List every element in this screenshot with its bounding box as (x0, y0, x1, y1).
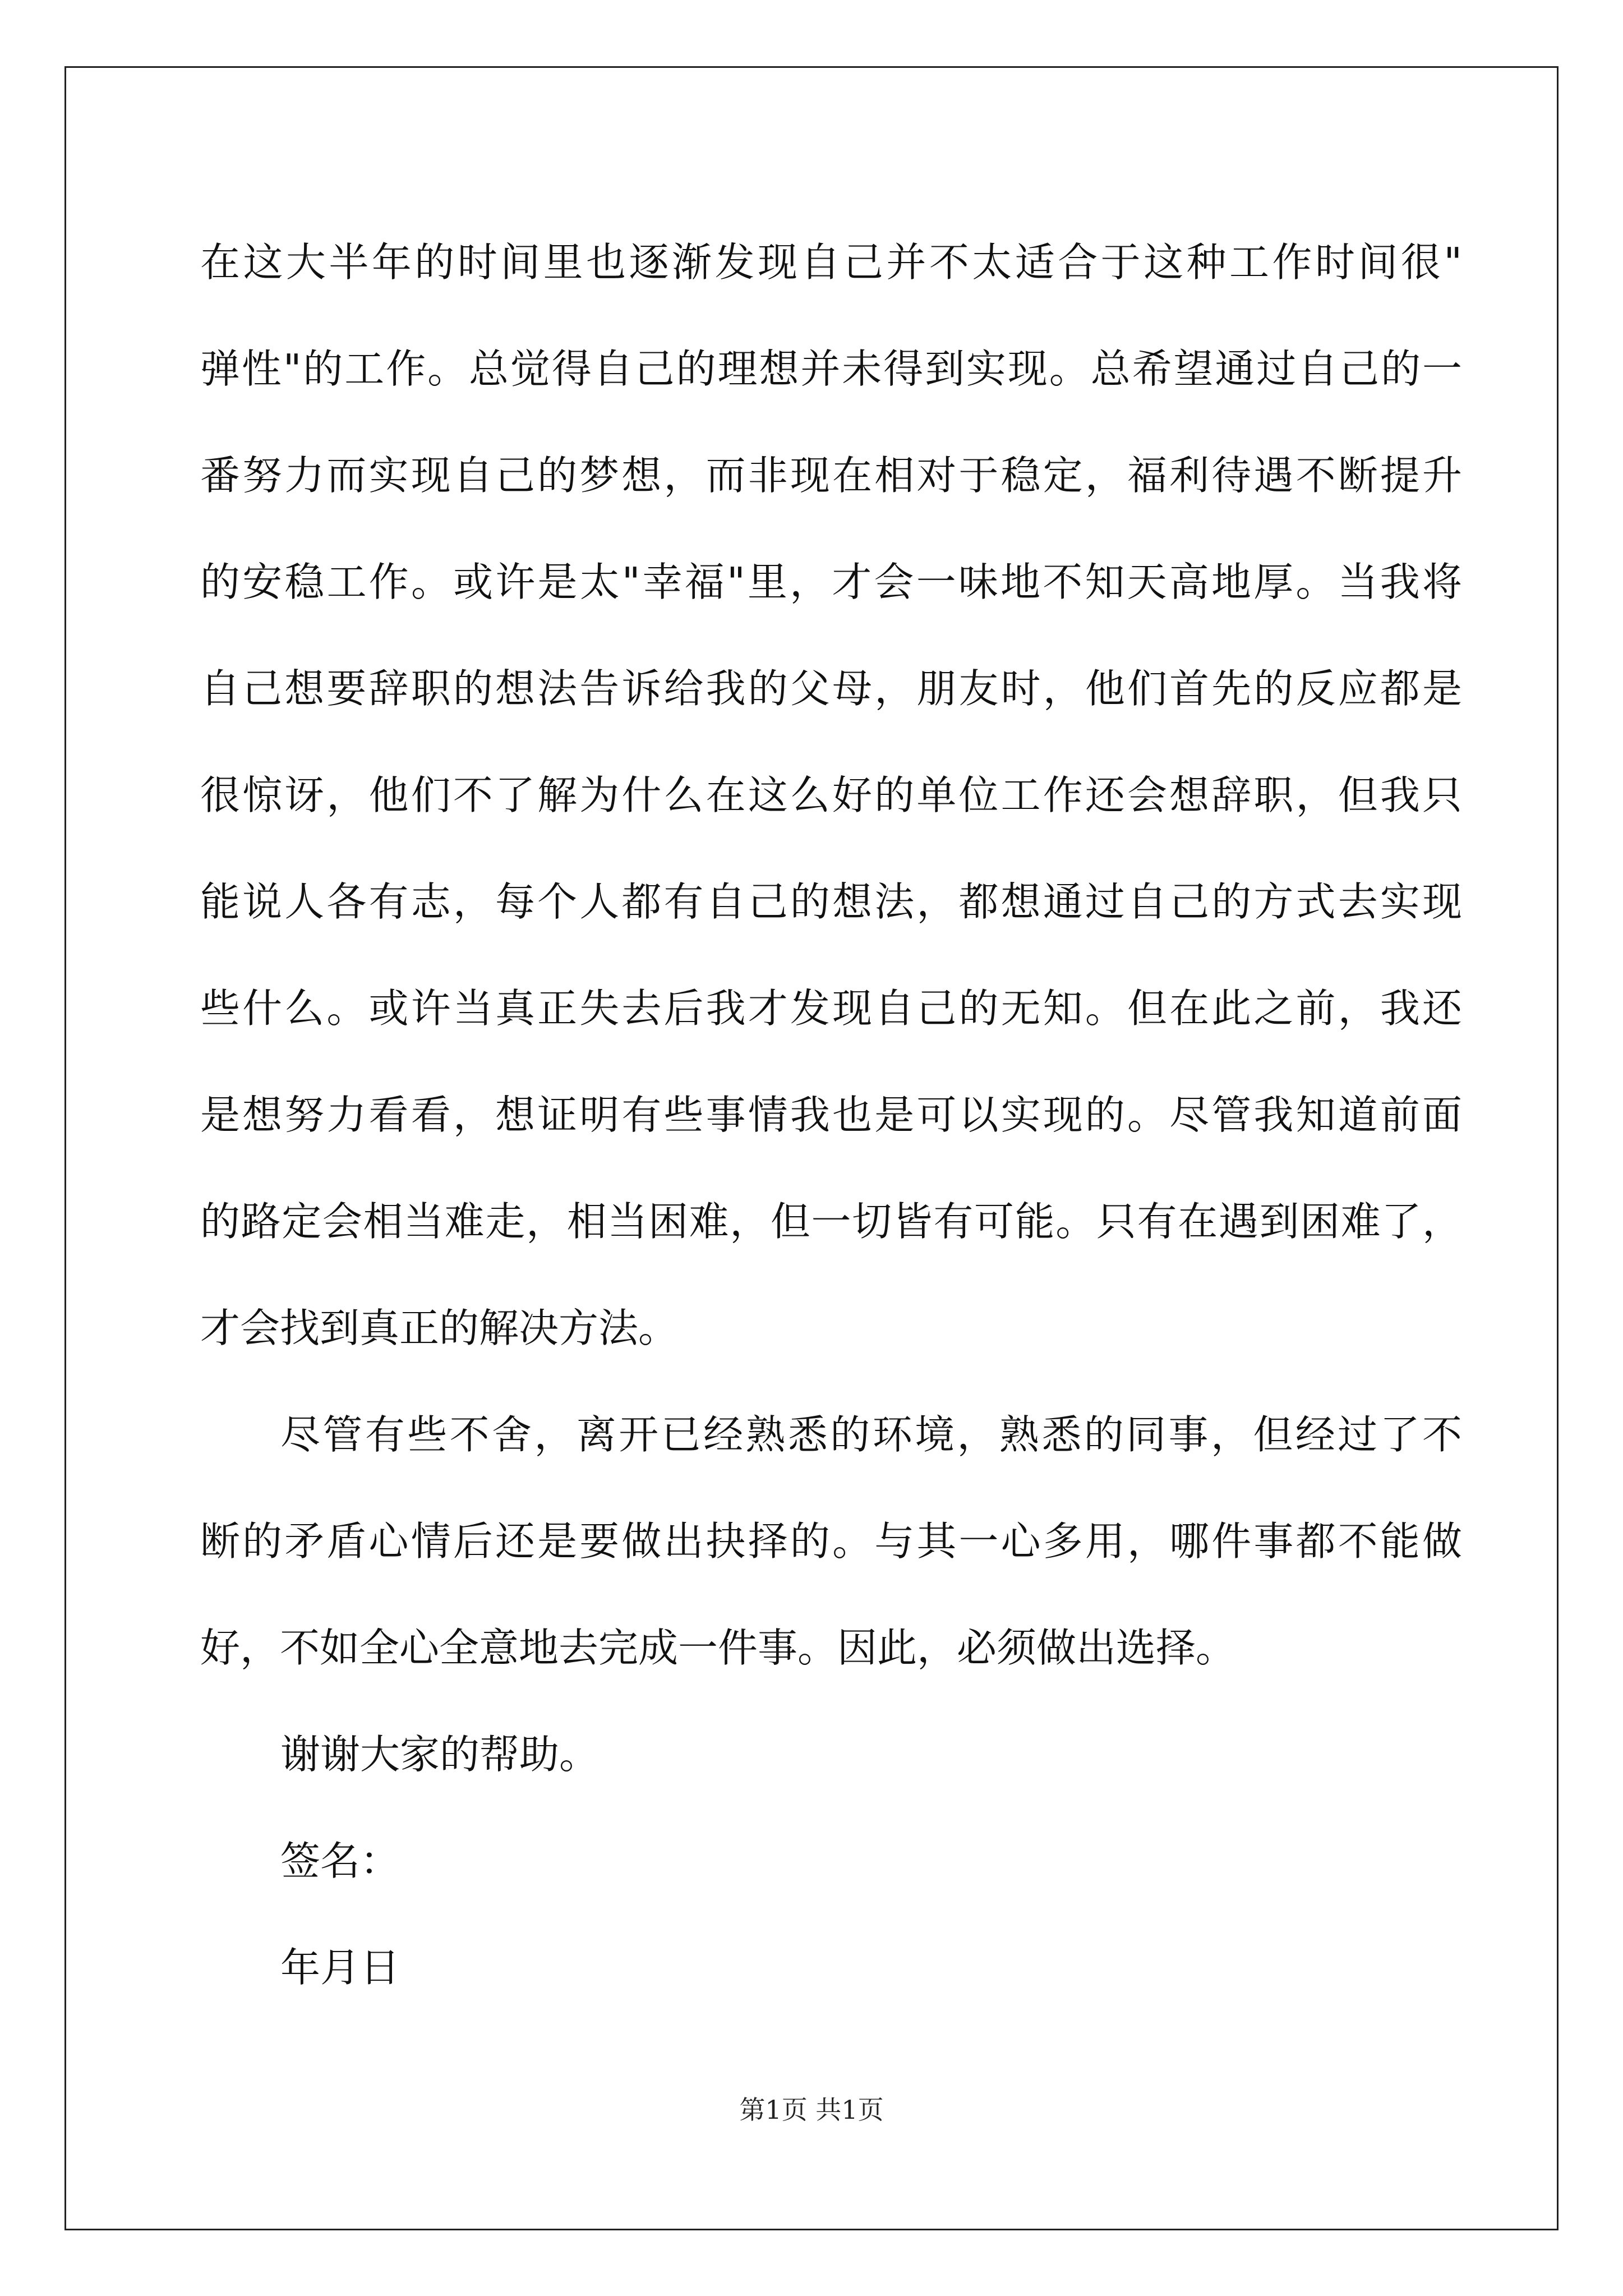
paragraph-line: 好，不如全心全意地去完成一件事。因此，必须做出选择。 (200, 1625, 1236, 1671)
paragraph-line: 的安稳工作。或许是太"幸福"里，才会一味地不知天高地厚。当我将 (200, 559, 1462, 605)
paragraph-line: 断的矛盾心情后还是要做出抉择的。与其一心多用，哪件事都不能做 (200, 1518, 1462, 1565)
paragraph-line: 才会找到真正的解决方法。 (200, 1305, 679, 1351)
document-body (200, 209, 1462, 2021)
paragraph-line: 弹性"的工作。总觉得自己的理想并未得到实现。总希望通过自己的一 (200, 346, 1462, 392)
signature-label: 签名： (280, 1838, 400, 1884)
paragraph-line: 能说人各有志，每个人都有自己的想法，都想通过自己的方式去实现 (200, 878, 1462, 925)
thanks-line: 谢谢大家的帮助。 (280, 1731, 600, 1778)
paragraph-line: 很惊讶，他们不了解为什么在这么好的单位工作还会想辞职，但我只 (200, 772, 1462, 818)
paragraph-line: 是想努力看看，想证明有些事情我也是可以实现的。尽管我知道前面 (200, 1092, 1462, 1138)
page-number: 第1页 共1页 (739, 2095, 884, 2125)
date-label: 年月日 (280, 1944, 400, 1991)
paragraph-line: 自己想要辞职的想法告诉给我的父母，朋友时，他们首先的反应都是 (200, 665, 1462, 712)
paragraph-line: 番努力而实现自己的梦想，而非现在相对于稳定，福利待遇不断提升 (200, 452, 1462, 499)
paragraph-line: 的路定会相当难走，相当困难，但一切皆有可能。只有在遇到困难了， (200, 1198, 1462, 1245)
paragraph-line: 些什么。或许当真正失去后我才发现自己的无知。但在此之前，我还 (200, 985, 1462, 1032)
paragraph-line: 在这大半年的时间里也逐渐发现自己并不太适合于这种工作时间很" (200, 239, 1462, 286)
paragraph-line: 尽管有些不舍，离开已经熟悉的环境，熟悉的同事，但经过了不 (280, 1411, 1462, 1458)
